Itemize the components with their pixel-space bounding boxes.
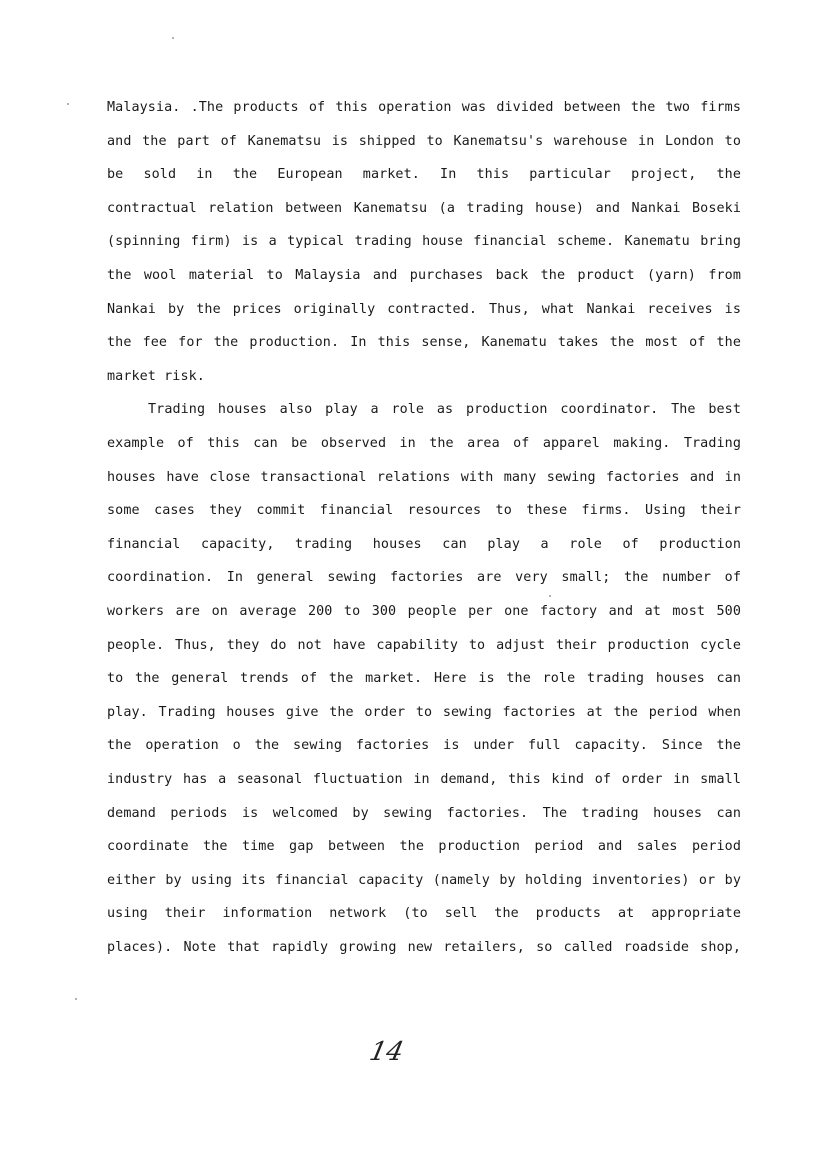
text-line-4: contractual relation between Kanematsu (a trading house) and Nankai Boseki — [107, 201, 741, 216]
text-line-25: using their information network (to sell the products at appropriate — [107, 906, 741, 921]
text-line-26: places). Note that rapidly growing new retailers, so called roadside shop, — [107, 940, 741, 955]
text-line-15: coordination. In general sewing factories are very small; the number of — [107, 570, 741, 585]
text-line-13: some cases they commit financial resources to these firms. Using their — [107, 503, 741, 518]
text-line-6: the wool material to Malaysia and purchases back the product (yarn) from — [107, 268, 741, 283]
text-line-9: market risk. — [107, 369, 205, 384]
text-line-10: Trading houses also play a role as production coordinator. The best — [148, 402, 741, 417]
text-line-14: financial capacity, trading houses can play a role of production — [107, 537, 741, 552]
text-line-17: people. Thus, they do not have capability to adjust their production cycle — [107, 638, 741, 653]
text-line-7: Nankai by the prices originally contracted. Thus, what Nankai receives is — [107, 302, 741, 317]
text-line-3: be sold in the European market. In this particular project, the — [107, 167, 741, 182]
text-line-18: to the general trends of the market. Here is the role trading houses can — [107, 671, 741, 686]
text-line-21: industry has a seasonal fluctuation in demand, this kind of order in small — [107, 772, 741, 787]
text-line-11: example of this can be observed in the area of apparel making. Trading — [107, 436, 741, 451]
page-number: 14 — [366, 1037, 407, 1067]
text-line-20: the operation o the sewing factories is under full capacity. Since the — [107, 738, 741, 753]
scan-speck — [549, 595, 551, 597]
scan-speck — [67, 103, 69, 105]
text-line-22: demand periods is welcomed by sewing factories. The trading houses can — [107, 806, 741, 821]
text-line-8: the fee for the production. In this sense, Kanematu takes the most of the — [107, 335, 741, 350]
text-line-1: Malaysia. .The products of this operation was divided between the two firms — [107, 100, 741, 115]
text-line-24: either by using its financial capacity (namely by holding inventories) or by — [107, 873, 741, 888]
text-line-23: coordinate the time gap between the production period and sales period — [107, 839, 741, 854]
text-line-2: and the part of Kanematsu is shipped to Kanematsu's warehouse in London to — [107, 134, 741, 149]
text-line-5: (spinning firm) is a typical trading house financial scheme. Kanematu bring — [107, 234, 741, 249]
scan-speck — [172, 37, 174, 39]
text-line-16: workers are on average 200 to 300 people per one factory and at most 500 — [107, 604, 741, 619]
text-line-19: play. Trading houses give the order to sewing factories at the period when — [107, 705, 741, 720]
scan-speck — [75, 998, 77, 1000]
text-line-12: houses have close transactional relations with many sewing factories and in — [107, 470, 741, 485]
